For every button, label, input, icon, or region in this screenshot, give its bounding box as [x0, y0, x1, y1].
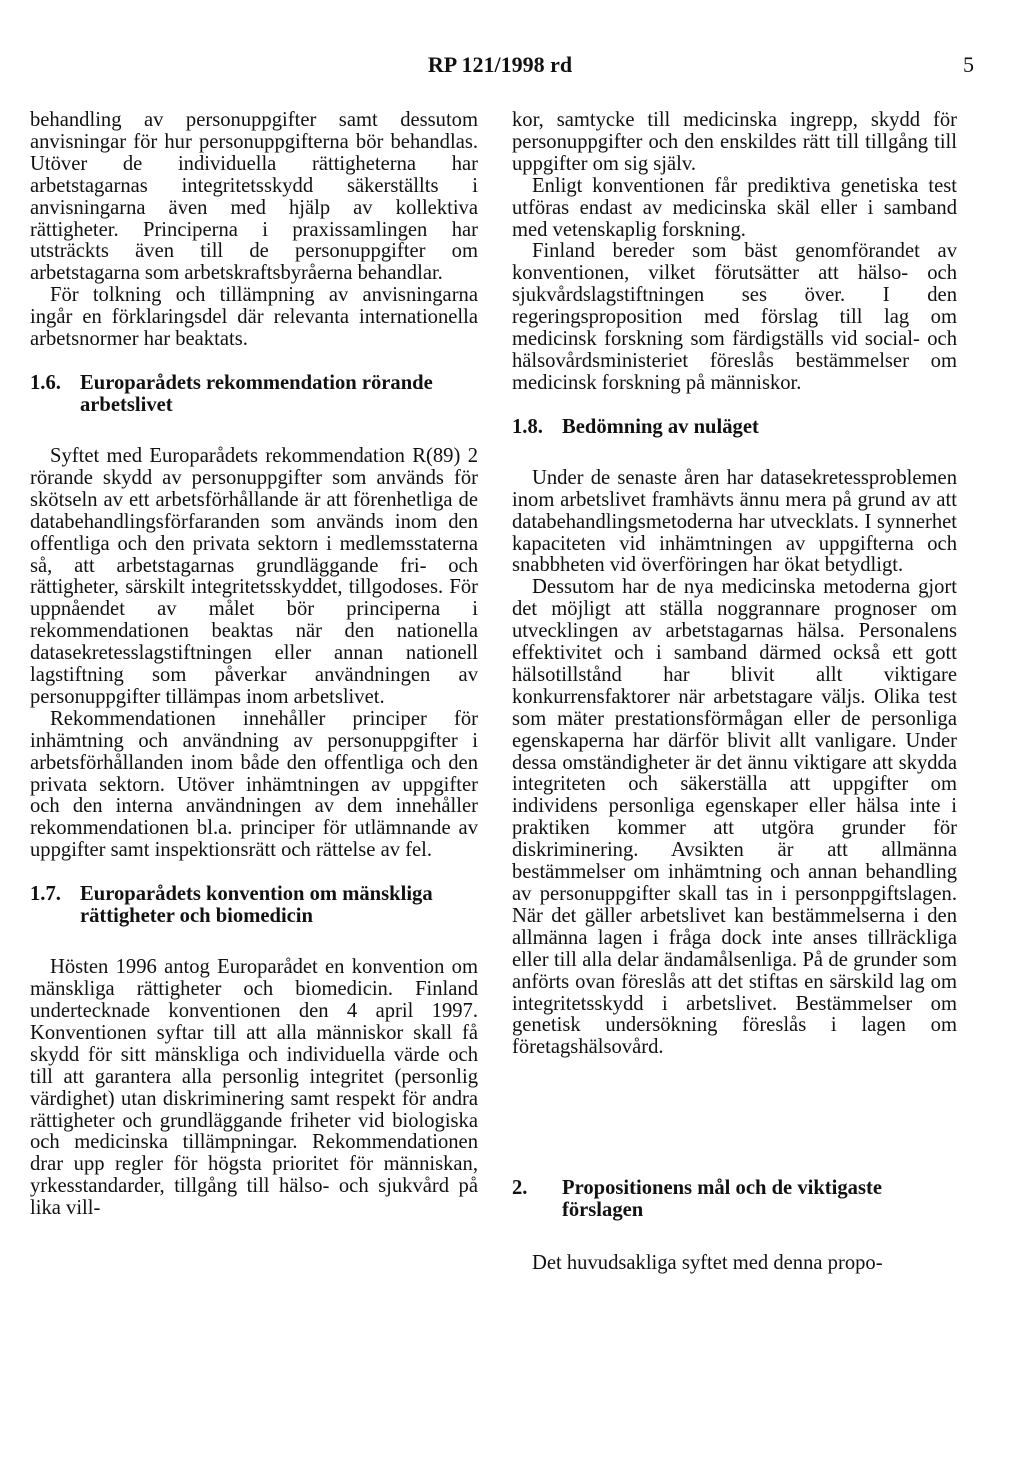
- paragraph: Dessutom har de nya medicinska metoderna gjort det möjligt att ställa noggrannare prognoser om utvecklingen av arbetstagarnas hälsa. Personalens effektivitet och i samband därmed också ett gott hälsotillstånd har blivit allt viktigare konkurrensfaktorer när arbetstagare väljs. Olika test som mäter prestationsförmågan eller de personliga egenskaperna har därför blivit allt vanligare. Under dessa omständigheter är det ännu viktigare att skydda integriteten och säkerställa att uppgifter om individens personliga egenskaper eller hälsa inte i praktiken kommer att utgöra grunder för diskriminering. Avsikten är att allmänna bestämmelser om inhämtning och annan behandling av personuppgifter skall tas in i personppgiftslagen. När det gäller arbetslivet kan bestämmelserna i den allmänna lagen i fråga dock inte anses tillräckliga eller till alla delar ändamålsenliga. På de grunder som anförts ovan föreslås att det stiftas en särskild lag om integritetsskydd i arbetslivet. Bestämmelser om genetisk undersökning föreslås i lagen om företagshälsovård.: [512, 576, 957, 1059]
- page-number: 5: [963, 52, 974, 77]
- paragraph: Enligt konventionen får prediktiva genetiska test utföras endast av medicinska skäl eller i samband med vetenskaplig forskning.: [512, 174, 957, 241]
- left-column: [30, 110, 478, 1220]
- section-title: Propositionens mål och de viktigaste förslagen: [562, 1177, 882, 1222]
- paragraph: Det huvudsakliga syftet med denna propo-: [532, 1252, 883, 1275]
- paragraph: För tolkning och tillämpning av anvisningarna ingår en förklaringsdel där relevanta internationella arbetsnormer har beaktats.: [30, 284, 478, 351]
- paragraph: Hösten 1996 antog Europarådet en konvention om mänskliga rättigheter och biomedicin. Finland undertecknade konventionen den 4 april 1997. Konventionen syftar till att alla människor skall få skydd för sitt mänskliga och individuella värde och till att garantera alla personlig integritet (personlig värdighet) utan diskriminering samt respekt för andra rättigheter och grundläggande friheter vid biologiska och medicinska tillämpningar. Rekommendationen drar upp regler för högsta prioritet för människan, yrkesstandarder, tillgång till hälso- och sjukvård på lika vill-: [30, 956, 478, 1220]
- section-number: 1.6.: [30, 371, 61, 394]
- paragraph: Syftet med Europarådets rekommendation R(89) 2 rörande skydd av personuppgifter som används för skötseln av ett arbetsförhållande är att förenhetliga de databehandlingsförfaranden som används inom den offentliga och den privata sektorn i medlemsstaterna så, att arbetstagarnas grundläggande fri- och rättigheter, särskilt integritetsskyddet, tillgodoses. För uppnåendet av målet bör principerna i rekommendationen beaktas när den nationella datasekretesslagstiftningen eller annan nationell lagstiftning som påverkar användningen av personuppgifter tillämpas inom arbetslivet.: [30, 444, 478, 708]
- section-number: 2.: [512, 1177, 528, 1200]
- paragraph: behandling av personuppgifter samt dessutom anvisningar för hur personuppgifterna bör behandlas. Utöver de individuella rättigheterna har arbetstagarnas integritetsskydd säkerställts i anvisningarna även med hjälp av kollektiva rättigheter. Principerna i praxissamlingen har utsträckts även till de personuppgifter om arbetstagarna som arbetskraftsbyråerna behandlar.: [30, 109, 478, 285]
- section-heading-1-6: [30, 372, 478, 416]
- paragraph: Rekommendationen innehåller principer för inhämtning och användning av personuppgifter i arbetsförhållanden inom både den offentliga och den privata sektorn. Utöver inhämtningen av uppgifter och den interna användningen av dem innehåller rekommendationen bl.a. principer för utlämnande av uppgifter samt inspektionsrätt och rättelse av fel.: [30, 707, 478, 862]
- section-number: 1.8.: [512, 415, 543, 438]
- section-heading-2: [512, 1177, 957, 1221]
- section-title: Bedömning av nuläget: [562, 415, 759, 438]
- right-column: [512, 110, 957, 1275]
- section-heading-1-8: [512, 416, 957, 438]
- paragraph: kor, samtycke till medicinska ingrepp, skydd för personuppgifter och den enskildes rätt till tillgång till uppgifter om sig själv.: [512, 109, 957, 175]
- section-heading-1-7: [30, 883, 478, 927]
- page-header: [0, 52, 1024, 82]
- paragraph: Under de senaste åren har datasekretessproblemen inom arbetslivet framhävts ännu mera på grund av att databehandlingsmetoderna har utvecklats. I synnerhet kapaciteten vid inhämtningen av uppgifterna och snabbheten vid överföringen har ökat betydligt.: [512, 466, 957, 577]
- document-reference: RP 121/1998 rd: [427, 52, 573, 77]
- section-title: Europarådets konvention om mänskliga rättigheter och biomedicin: [80, 883, 433, 928]
- section-number: 1.7.: [30, 883, 61, 906]
- paragraph: Finland bereder som bäst genomförandet av konventionen, vilket förutsätter att hälso- och sjukvårdslagstiftningen ses över. I den regeringsproposition med förslag till lag om medicinsk forskning som färdigställs vid social- och hälsovårdsministeriet föreslås bestämmelser om medicinsk forskning på människor.: [512, 240, 957, 394]
- section-title: Europarådets rekommendation rörande arbetslivet: [80, 371, 433, 416]
